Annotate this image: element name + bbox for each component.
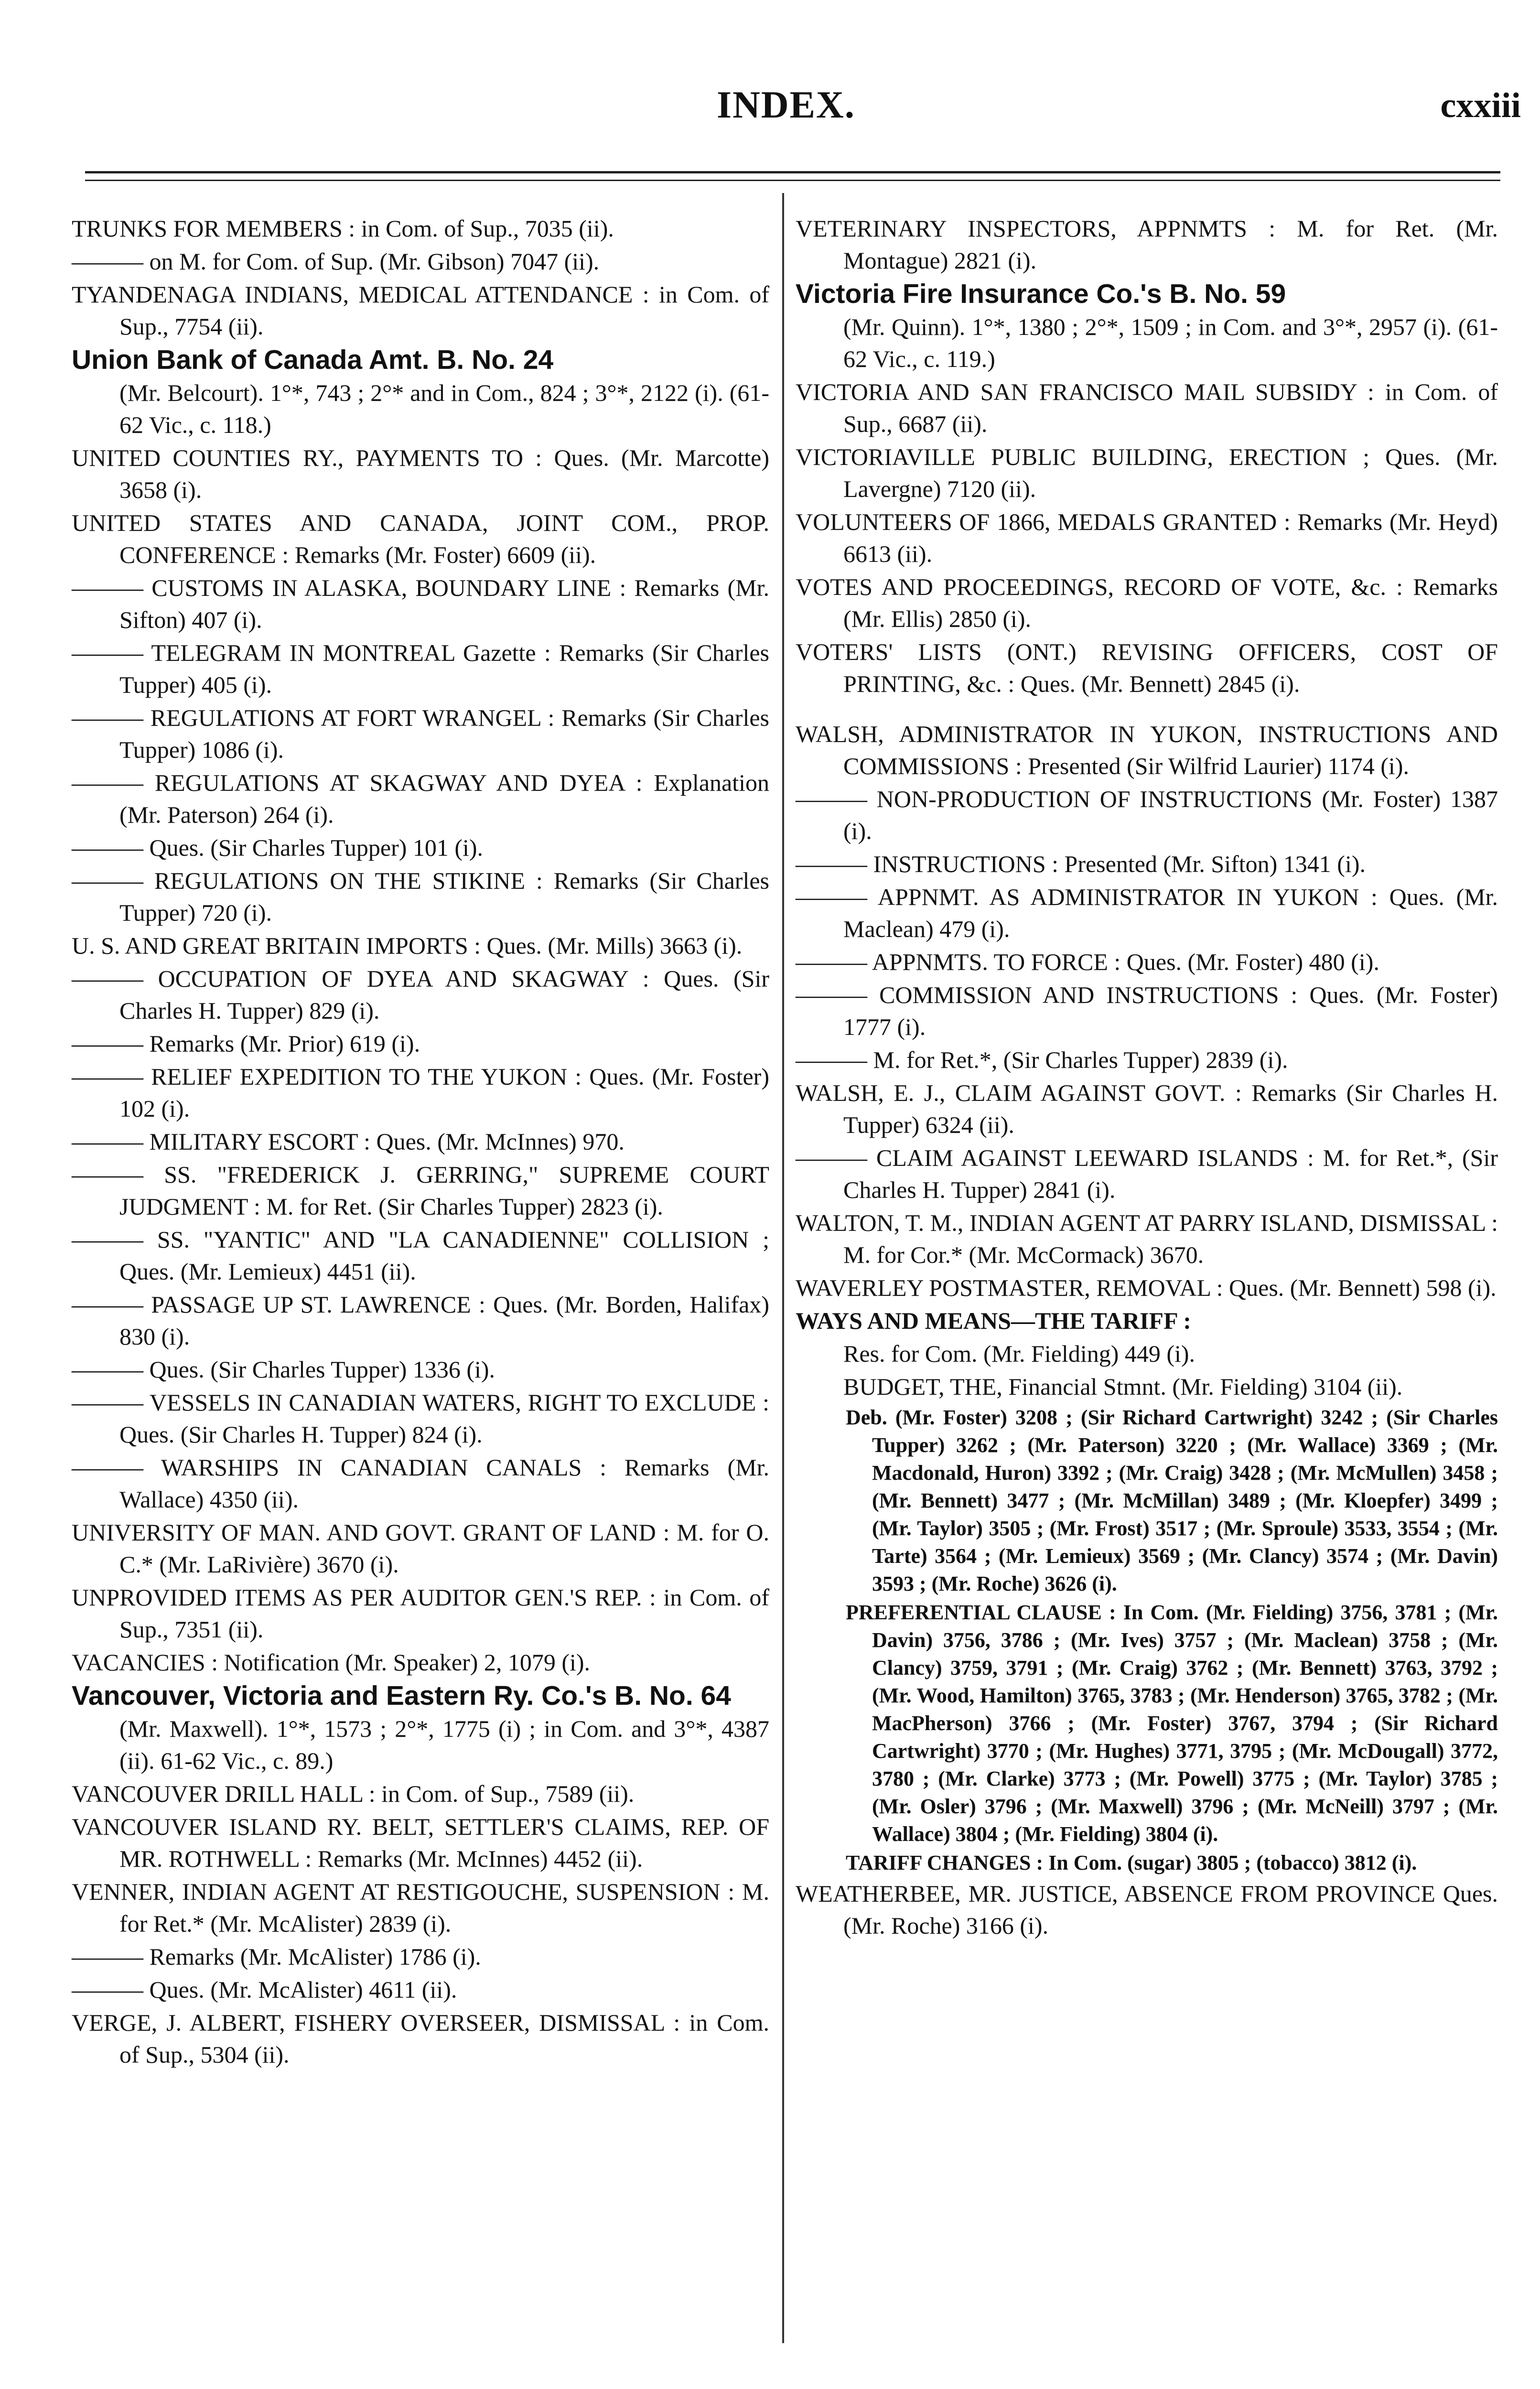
index-column-left bbox=[72, 213, 769, 2072]
index-entry: UNPROVIDED ITEMS AS PER AUDITOR GEN.'S REP. : in Com. of Sup., 7351 (ii). bbox=[72, 1584, 769, 1643]
page-header bbox=[0, 84, 1540, 136]
ways-and-means-heading: WAYS AND MEANS—THE TARIFF : bbox=[796, 1307, 1191, 1334]
bill-details: (Mr. Belcourt). 1°*, 743 ; 2°* and in Com., 824 ; 3°*, 2122 (i). (61-62 Vic., c. 118.) bbox=[119, 379, 769, 438]
index-subentry: ——— PASSAGE UP ST. LAWRENCE : Ques. (Mr. Borden, Halifax) 830 (i). bbox=[72, 1291, 769, 1350]
index-subentry: ——— RELIEF EXPEDITION TO THE YUKON : Ques. (Mr. Foster) 102 (i). bbox=[72, 1063, 769, 1122]
index-subentry: ——— SS. "YANTIC" AND "LA CANADIENNE" COLLISION ; Ques. (Mr. Lemieux) 4451 (ii). bbox=[72, 1226, 769, 1285]
index-subentry: ——— COMMISSION AND INSTRUCTIONS : Ques. (Mr. Foster) 1777 (i). bbox=[796, 981, 1498, 1040]
index-subentry: ——— on M. for Com. of Sup. (Mr. Gibson) 7047 (ii). bbox=[72, 248, 600, 275]
index-subentry: ——— Remarks (Mr. McAlister) 1786 (i). bbox=[72, 1943, 481, 1970]
index-entry: UNIVERSITY OF MAN. AND GOVT. GRANT OF LAND : M. for O. C.* (Mr. LaRivière) 3670 (i). bbox=[72, 1519, 769, 1578]
header-rule-bottom bbox=[85, 180, 1500, 181]
preferential-clause-list: PREFERENTIAL CLAUSE : In Com. (Mr. Fielding) 3756, 3781 ; (Mr. Davin) 3756, 3786 ; (Mr. Ives) 3757 ; (Mr. Maclean) 3758 ; (Mr. Clancy) 3759, 3791 ; (Mr. Craig) 3762 ; (Mr. Bennett) 3763, 3792 ; (Mr. Wood, Hamilton) 3765, 3783 ; (Mr. Henderson) 3765, 3782 ; (Mr. MacPherson) 3766 ; (Mr. Foster) 3767, 3794 ; (Sir Richard Cartwright) 3770 ; (Mr. Hughes) 3771, 3795 ; (Mr. McDougall) 3772, 3780 ; (Mr. Clarke) 3773 ; (Mr. Powell) 3775 ; (Mr. Taylor) 3785 ; (Mr. Osler) 3796 ; (Mr. Maxwell) 3796 ; (Mr. McNeill) 3797 ; (Mr. Wallace) 3804 ; (Mr. Fielding) 3804 (i). bbox=[846, 1601, 1498, 1846]
index-subentry: ——— CLAIM AGAINST LEEWARD ISLANDS : M. for Ret.*, (Sir Charles H. Tupper) 2841 (i). bbox=[796, 1144, 1498, 1203]
index-subentry: ——— Ques. (Mr. McAlister) 4611 (ii). bbox=[72, 1976, 457, 2003]
index-subentry: ——— INSTRUCTIONS : Presented (Mr. Sifton) 1341 (i). bbox=[796, 850, 1366, 877]
index-column-right bbox=[796, 213, 1498, 1943]
index-subentry: ——— APPNMTS. TO FORCE : Ques. (Mr. Foster) 480 (i). bbox=[796, 948, 1379, 975]
index-subentry: ——— CUSTOMS IN ALASKA, BOUNDARY LINE : Remarks (Mr. Sifton) 407 (i). bbox=[72, 574, 769, 633]
index-entry: WAVERLEY POSTMASTER, REMOVAL : Ques. (Mr. Bennett) 598 (i). bbox=[796, 1274, 1497, 1301]
index-entry: TRUNKS FOR MEMBERS : in Com. of Sup., 7035 (ii). bbox=[72, 215, 614, 242]
index-entry: VERGE, J. ALBERT, FISHERY OVERSEER, DISMISSAL : in Com. of Sup., 5304 (ii). bbox=[72, 2009, 769, 2068]
index-subentry: ——— MILITARY ESCORT : Ques. (Mr. McInnes) 970. bbox=[72, 1128, 625, 1155]
index-subentry: ——— TELEGRAM IN MONTREAL Gazette : Remarks (Sir Charles Tupper) 405 (i). bbox=[72, 639, 769, 698]
index-entry: VACANCIES : Notification (Mr. Speaker) 2, 1079 (i). bbox=[72, 1649, 591, 1676]
page-number: cxxiii bbox=[1440, 86, 1521, 125]
column-divider bbox=[782, 193, 784, 2343]
index-entry: UNITED STATES AND CANADA, JOINT COM., PROP. CONFERENCE : Remarks (Mr. Foster) 6609 (ii). bbox=[72, 509, 769, 568]
index-subentry: ——— REGULATIONS ON THE STIKINE : Remarks (Sir Charles Tupper) 720 (i). bbox=[72, 867, 769, 926]
index-entry: U. S. AND GREAT BRITAIN IMPORTS : Ques. (Mr. Mills) 3663 (i). bbox=[72, 932, 743, 959]
index-subentry: ——— REGULATIONS AT SKAGWAY AND DYEA : Explanation (Mr. Paterson) 264 (i). bbox=[72, 769, 769, 828]
index-subentry: ——— REGULATIONS AT FORT WRANGEL : Remarks (Sir Charles Tupper) 1086 (i). bbox=[72, 704, 769, 763]
index-subentry: ——— VESSELS IN CANADIAN WATERS, RIGHT TO EXCLUDE : Ques. (Sir Charles H. Tupper) 824 (i). bbox=[72, 1389, 769, 1448]
index-entry: VICTORIAVILLE PUBLIC BUILDING, ERECTION ; Ques. (Mr. Lavergne) 7120 (ii). bbox=[796, 443, 1498, 502]
index-entry: VOTES AND PROCEEDINGS, RECORD OF VOTE, &c. : Remarks (Mr. Ellis) 2850 (i). bbox=[796, 573, 1498, 632]
bill-details: (Mr. Quinn). 1°*, 1380 ; 2°*, 1509 ; in Com. and 3°*, 2957 (i). (61-62 Vic., c. 119.) bbox=[843, 313, 1498, 372]
index-subentry: ——— Ques. (Sir Charles Tupper) 1336 (i). bbox=[72, 1356, 495, 1383]
index-entry: VENNER, INDIAN AGENT AT RESTIGOUCHE, SUSPENSION : M. for Ret.* (Mr. McAlister) 2839 (i). bbox=[72, 1878, 769, 1937]
index-subentry: ——— M. for Ret.*, (Sir Charles Tupper) 2839 (i). bbox=[796, 1046, 1288, 1073]
index-subentry: ——— NON-PRODUCTION OF INSTRUCTIONS (Mr. Foster) 1387 (i). bbox=[796, 786, 1498, 844]
index-entry: WALSH, ADMINISTRATOR IN YUKON, INSTRUCTIONS AND COMMISSIONS : Presented (Sir Wilfrid Laurier) 1174 (i). bbox=[796, 721, 1498, 779]
bill-heading: Union Bank of Canada Amt. B. No. 24 bbox=[72, 344, 554, 375]
bill-details: (Mr. Maxwell). 1°*, 1573 ; 2°*, 1775 (i) ; in Com. and 3°*, 4387 (ii). 61-62 Vic., c. 89.) bbox=[119, 1715, 769, 1774]
tariff-changes: TARIFF CHANGES : In Com. (sugar) 3805 ; (tobacco) 3812 (i). bbox=[846, 1851, 1417, 1874]
index-subentry: ——— APPNMT. AS ADMINISTRATOR IN YUKON : Ques. (Mr. Maclean) 479 (i). bbox=[796, 883, 1498, 942]
index-subentry: ——— OCCUPATION OF DYEA AND SKAGWAY : Ques. (Sir Charles H. Tupper) 829 (i). bbox=[72, 965, 769, 1024]
index-entry: UNITED COUNTIES RY., PAYMENTS TO : Ques. (Mr. Marcotte) 3658 (i). bbox=[72, 444, 769, 503]
header-rule-top bbox=[85, 171, 1500, 173]
index-subentry: ——— WARSHIPS IN CANADIAN CANALS : Remarks (Mr. Wallace) 4350 (ii). bbox=[72, 1454, 769, 1513]
index-entry: VOTERS' LISTS (ONT.) REVISING OFFICERS, COST OF PRINTING, &c. : Ques. (Mr. Bennett) 2845 (i). bbox=[796, 638, 1498, 697]
bill-heading: Victoria Fire Insurance Co.'s B. No. 59 bbox=[796, 279, 1286, 309]
index-entry: TYANDENAGA INDIANS, MEDICAL ATTENDANCE : in Com. of Sup., 7754 (ii). bbox=[72, 281, 769, 340]
index-entry: WALTON, T. M., INDIAN AGENT AT PARRY ISLAND, DISMISSAL : M. for Cor.* (Mr. McCormack) 3670. bbox=[796, 1209, 1498, 1268]
index-entry: VICTORIA AND SAN FRANCISCO MAIL SUBSIDY : in Com. of Sup., 6687 (ii). bbox=[796, 378, 1498, 437]
index-entry: WEATHERBEE, MR. JUSTICE, ABSENCE FROM PROVINCE Ques. (Mr. Roche) 3166 (i). bbox=[796, 1880, 1498, 1939]
index-entry: WALSH, E. J., CLAIM AGAINST GOVT. : Remarks (Sir Charles H. Tupper) 6324 (ii). bbox=[796, 1079, 1498, 1138]
page-title: INDEX. bbox=[717, 84, 855, 126]
index-entry: VANCOUVER ISLAND RY. BELT, SETTLER'S CLAIMS, REP. OF MR. ROTHWELL : Remarks (Mr. McInnes) 4452 (ii). bbox=[72, 1813, 769, 1872]
index-subentry: ——— SS. "FREDERICK J. GERRING," SUPREME COURT JUDGMENT : M. for Ret. (Sir Charles Tupper) 2823 (i). bbox=[72, 1161, 769, 1220]
index-subentry: Res. for Com. (Mr. Fielding) 449 (i). bbox=[843, 1340, 1195, 1367]
bill-heading: Vancouver, Victoria and Eastern Ry. Co.'s B. No. 64 bbox=[72, 1680, 731, 1711]
debate-list: Deb. (Mr. Foster) 3208 ; (Sir Richard Cartwright) 3242 ; (Sir Charles Tupper) 3262 ; (Mr. Paterson) 3220 ; (Mr. Wallace) 3369 ; (Mr. Macdonald, Huron) 3392 ; (Mr. Craig) 3428 ; (Mr. McMullen) 3458 ; (Mr. Bennett) 3477 ; (Mr. McMillan) 3489 ; (Mr. Kloepfer) 3499 ; (Mr. Taylor) 3505 ; (Mr. Frost) 3517 ; (Mr. Sproule) 3533, 3554 ; (Mr. Tarte) 3564 ; (Mr. Lemieux) 3569 ; (Mr. Clancy) 3574 ; (Mr. Davin) 3593 ; (Mr. Roche) 3626 (i). bbox=[846, 1406, 1498, 1595]
index-subentry: ——— Ques. (Sir Charles Tupper) 101 (i). bbox=[72, 834, 484, 861]
index-entry: VANCOUVER DRILL HALL : in Com. of Sup., 7589 (ii). bbox=[72, 1780, 635, 1807]
index-entry: VOLUNTEERS OF 1866, MEDALS GRANTED : Remarks (Mr. Heyd) 6613 (ii). bbox=[796, 508, 1498, 567]
index-subentry: BUDGET, THE, Financial Stmnt. (Mr. Fielding) 3104 (ii). bbox=[843, 1373, 1403, 1400]
index-subentry: ——— Remarks (Mr. Prior) 619 (i). bbox=[72, 1030, 420, 1057]
index-entry: VETERINARY INSPECTORS, APPNMTS : M. for Ret. (Mr. Montague) 2821 (i). bbox=[796, 215, 1498, 274]
